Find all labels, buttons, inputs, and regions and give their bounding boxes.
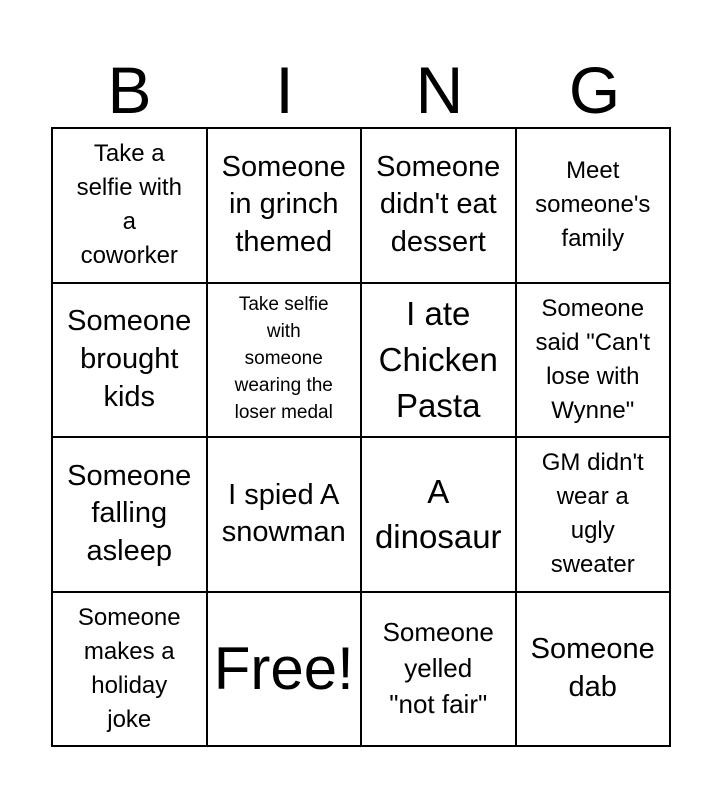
header-letter-n: N (415, 53, 464, 127)
bingo-cell[interactable] (516, 128, 671, 283)
bingo-cell-text: Someone yelled "not fair" (382, 616, 494, 719)
bingo-cell[interactable] (516, 592, 671, 747)
bingo-cell-text: I ate Chicken Pasta (378, 295, 498, 424)
bingo-cell-text: Someone dab (530, 633, 655, 703)
bingo-cell[interactable] (52, 283, 207, 438)
bingo-cell[interactable] (52, 128, 207, 283)
bingo-cell[interactable] (361, 437, 516, 592)
bingo-cell-text: I spied A snowman (221, 478, 346, 549)
bingo-cell-text: GM didn't wear a ugly sweater (541, 449, 644, 579)
bingo-cell-text: Someone in grinch themed (221, 150, 346, 259)
bingo-cell-text: Someone said "Can't lose with Wynne" (535, 294, 650, 424)
bingo-cell[interactable] (52, 592, 207, 747)
bingo-cell[interactable] (207, 283, 362, 438)
bingo-cell-text: Someone didn't eat dessert (376, 150, 501, 259)
bingo-cell-text: Someone falling asleep (67, 459, 192, 568)
bingo-cell[interactable] (361, 283, 516, 438)
header-letter-b: B (107, 53, 152, 127)
bingo-cell-text: Someone makes a holiday joke (77, 603, 181, 733)
header-letter-i: I (275, 53, 294, 127)
bingo-cell[interactable] (516, 283, 671, 438)
bingo-cell-text: Someone brought kids (67, 305, 192, 413)
bingo-cell[interactable] (52, 437, 207, 592)
bingo-cell[interactable] (207, 128, 362, 283)
bingo-cell[interactable] (207, 437, 362, 592)
bingo-cell-text: Meet someone's family (535, 157, 651, 253)
free-space-text: Free! (213, 634, 354, 702)
bingo-cell-text: Take selfie with someone wearing the loser medal (234, 294, 333, 424)
bingo-cell[interactable] (516, 437, 671, 592)
bingo-cell-text: Take a selfie with a coworker (76, 140, 182, 270)
bingo-board (51, 127, 671, 747)
bingo-cell-free[interactable] (207, 592, 362, 747)
bingo-header (52, 52, 672, 128)
header-letter-g: G (568, 53, 621, 127)
bingo-cell-text: A dinosaur (374, 472, 502, 556)
bingo-cell[interactable] (361, 592, 516, 747)
bingo-cell[interactable] (361, 128, 516, 283)
